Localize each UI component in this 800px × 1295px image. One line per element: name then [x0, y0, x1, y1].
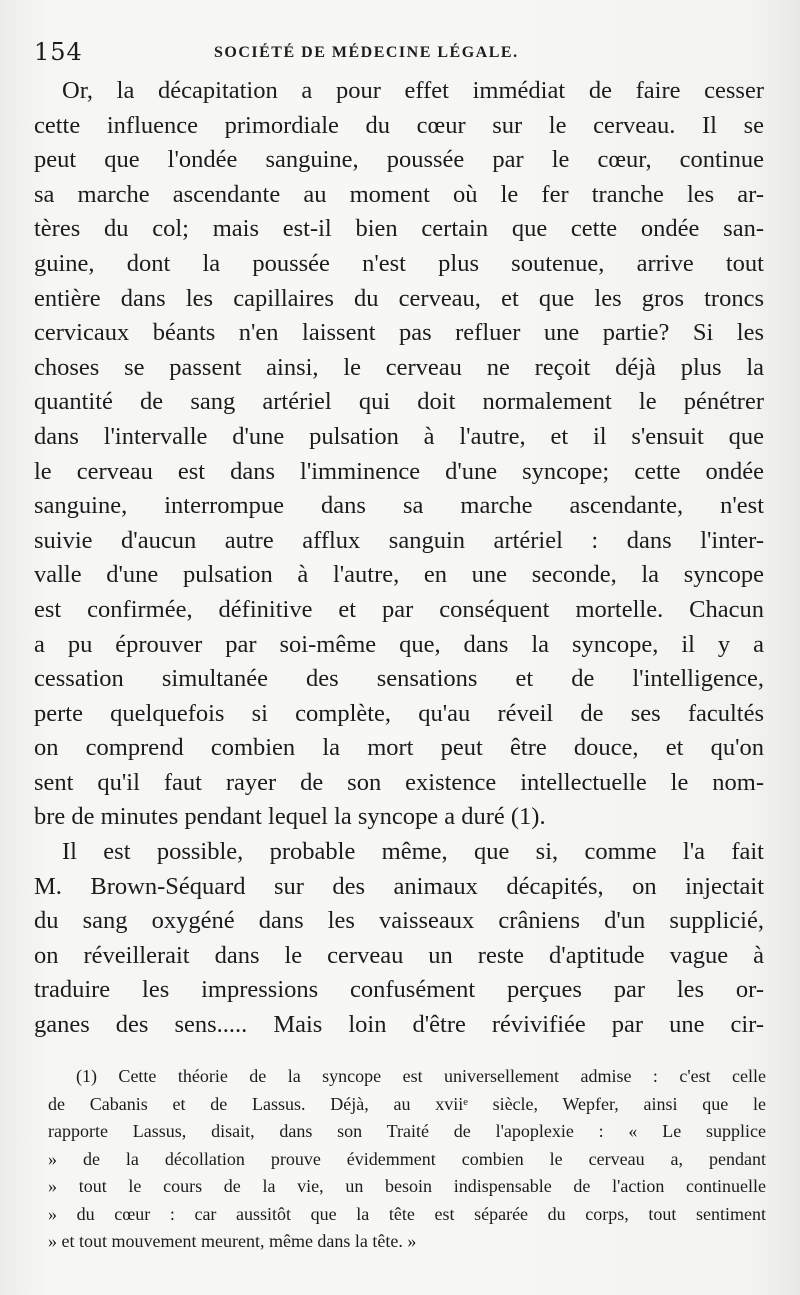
text-line: on réveillerait dans le cerveau un reste d'aptitude vague à	[34, 941, 764, 969]
footnote	[48, 1063, 766, 1256]
text-line: sent qu'il faut rayer de son existence intellectuelle le nom-	[34, 768, 764, 796]
running-title: SOCIÉTÉ DE MÉDECINE LÉGALE.	[214, 44, 519, 61]
text-line: cessation simultanée des sensations et de l'intelligence,	[34, 665, 764, 693]
footnote-line: de Cabanis et de Lassus. Déjà, au xviiᵉ siècle, Wepfer, ainsi que le	[48, 1093, 766, 1114]
footnote-line: (1) Cette théorie de la syncope est universellement admise : c'est celle	[76, 1066, 766, 1086]
text-line: Or, la décapitation a pour effet immédiat de faire cesser	[62, 77, 764, 104]
text-line: valle d'une pulsation à l'autre, en une seconde, la syncope	[34, 561, 764, 589]
text-line: tères du col; mais est-il bien certain que cette ondée san-	[34, 215, 764, 243]
text-line: est confirmée, définitive et par conséquent mortelle. Chacun	[34, 595, 764, 623]
text-line: peut que l'ondée sanguine, poussée par le cœur, continue	[34, 146, 764, 174]
text-line: ganes des sens..... Mais loin d'être révivifiée par une cir-	[34, 1011, 764, 1039]
text-line: sa marche ascendante au moment où le fer tranche les ar-	[34, 180, 764, 208]
text-line: entière dans les capillaires du cerveau, et que les gros troncs	[34, 284, 764, 312]
text-line: du sang oxygéné dans les vaisseaux crâniens d'un supplicié,	[34, 907, 764, 935]
text-line: traduire les impressions confusément perçues par les or-	[34, 976, 764, 1004]
running-header	[34, 38, 760, 68]
text-line: sanguine, interrompue dans sa marche ascendante, n'est	[34, 492, 764, 520]
text-line: suivie d'aucun autre afflux sanguin artériel : dans l'inter-	[34, 526, 764, 554]
page-number: 154	[34, 38, 83, 66]
text-line: dans l'intervalle d'une pulsation à l'autre, et il s'ensuit que	[34, 422, 764, 450]
text-line: cervicaux béants n'en laissent pas refluer une partie? Si les	[34, 319, 764, 347]
footnote-line: » de la décollation prouve évidemment combien le cerveau a, pendant	[48, 1148, 766, 1169]
text-line: on comprend combien la mort peut être douce, et qu'on	[34, 734, 764, 762]
text-line: M. Brown-Séquard sur des animaux décapités, on injectait	[34, 872, 764, 900]
text-line: quantité de sang artériel qui doit normalement le pénétrer	[34, 388, 764, 416]
text-line: bre de minutes pendant lequel la syncope a duré (1).	[34, 803, 546, 831]
text-line: perte quelquefois si complète, qu'au réveil de ses facultés	[34, 699, 764, 727]
text-line: guine, dont la poussée n'est plus soutenue, arrive tout	[34, 249, 764, 277]
main-text	[34, 74, 764, 1043]
footnote-line: » et tout mouvement meurent, même dans la tête. »	[48, 1231, 417, 1251]
footnote-line: rapporte Lassus, disait, dans son Traité de l'apoplexie : « Le supplice	[48, 1121, 766, 1141]
text-line: le cerveau est dans l'imminence d'une syncope; cette ondée	[34, 457, 764, 485]
text-line: a pu éprouver par soi-même que, dans la syncope, il y a	[34, 630, 764, 658]
footnote-line: » du cœur : car aussitôt que la tête est séparée du corps, tout sentiment	[48, 1203, 766, 1224]
text-line: Il est possible, probable même, que si, comme l'a fait	[62, 838, 764, 866]
footnote-line: » tout le cours de la vie, un besoin indispensable de l'action continuelle	[48, 1176, 766, 1196]
text-line: cette influence primordiale du cœur sur le cerveau. Il se	[34, 111, 764, 139]
text-line: choses se passent ainsi, le cerveau ne reçoit déjà plus la	[34, 353, 764, 381]
